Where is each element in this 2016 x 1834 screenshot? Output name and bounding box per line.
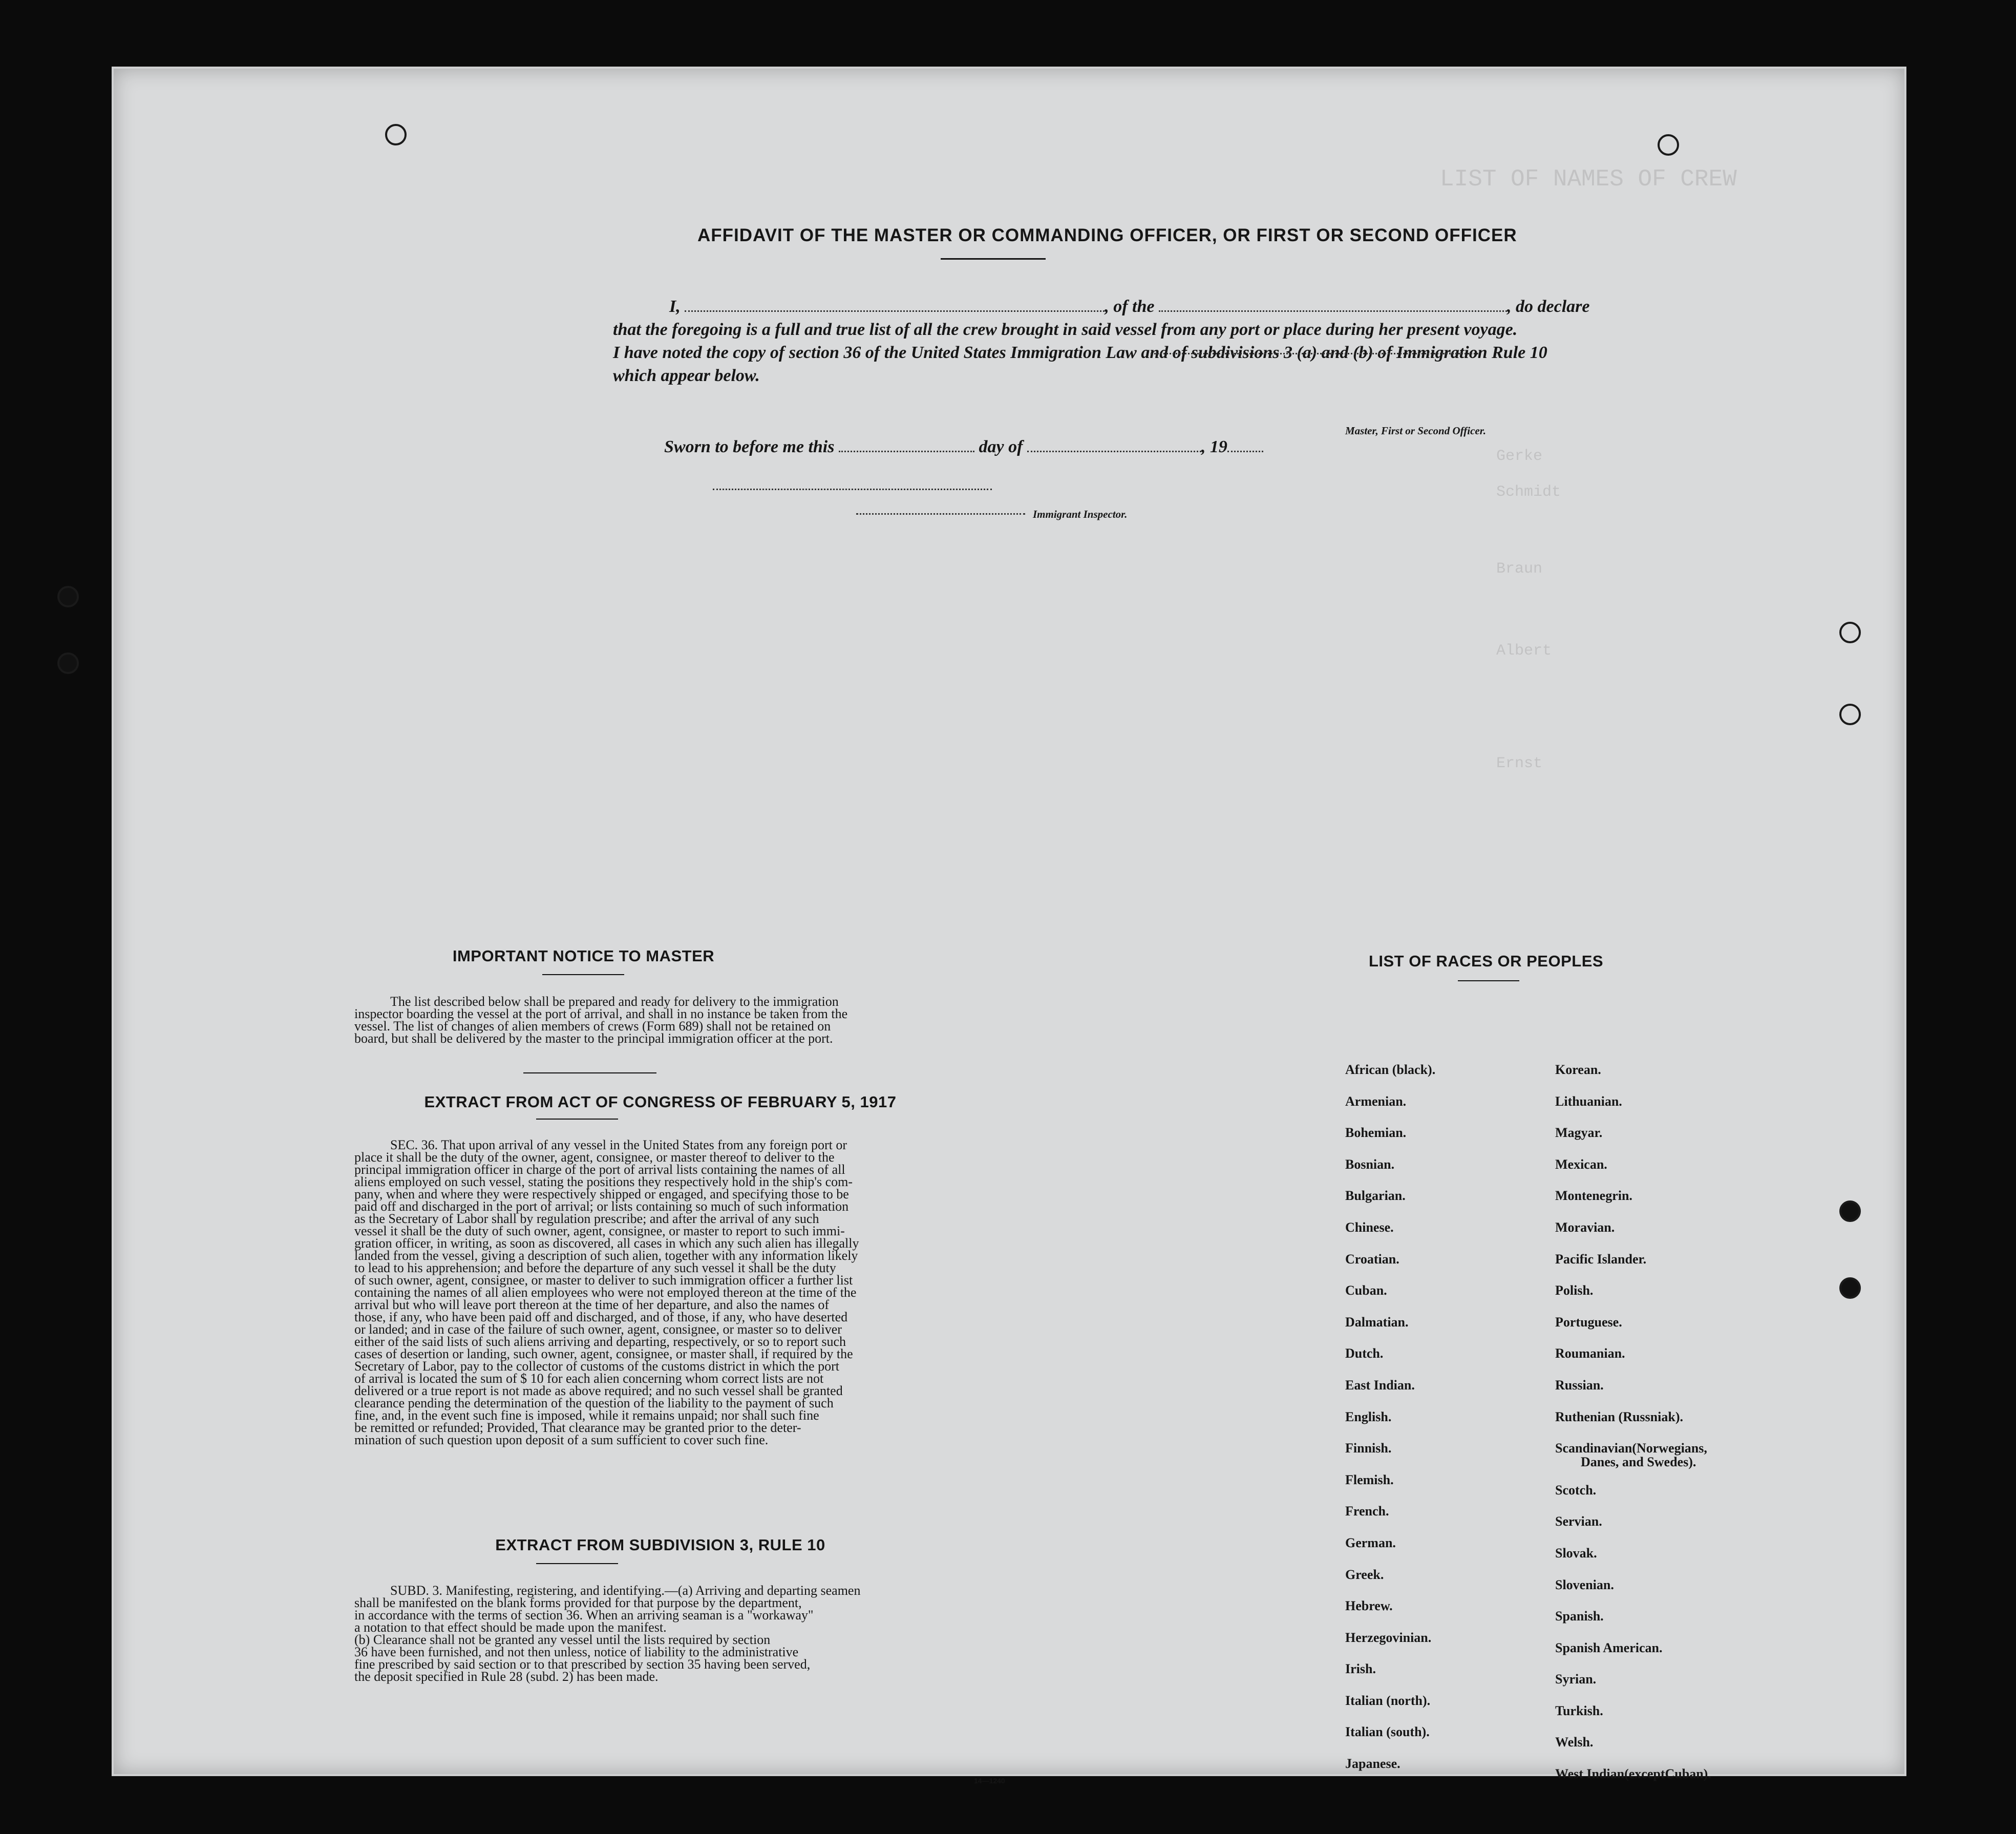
sworn-year-field[interactable] xyxy=(1227,436,1263,452)
race-item: German. xyxy=(1345,1535,1396,1550)
notice-title: IMPORTANT NOTICE TO MASTER xyxy=(452,947,715,965)
race-item: Welsh. xyxy=(1555,1735,1594,1750)
text-line: (b) Clearance shall not be granted any vessel until the lists required by section xyxy=(354,1632,771,1647)
race-item: Dutch. xyxy=(1345,1346,1384,1361)
race-item: Hebrew. xyxy=(1345,1598,1393,1614)
race-item: Lithuanian. xyxy=(1555,1093,1622,1109)
affidavit-line-2: that the foregoing is a full and true list of all the crew brought in said vessel from any port or place during her present voyage. xyxy=(613,320,1518,339)
race-item: French. xyxy=(1345,1504,1389,1519)
text-line: containing the names of all alien employees who were not employed thereon at the time of the xyxy=(354,1285,857,1300)
rule-text xyxy=(354,1585,966,1683)
race-item: Irish. xyxy=(1345,1661,1376,1677)
inspector-dotted-leader xyxy=(856,513,1025,515)
race-item: Finnish. xyxy=(1345,1441,1392,1456)
race-item: Spanish. xyxy=(1555,1609,1604,1624)
race-item: Scotch. xyxy=(1555,1482,1597,1498)
bleed-through-texture: Ernst xyxy=(1496,755,1543,772)
text-line: landed from the vessel, giving a description of such alien, together with any information likely xyxy=(354,1248,858,1263)
race-item: Japanese. xyxy=(1345,1756,1400,1772)
race-item: English. xyxy=(1345,1409,1392,1424)
race-item: Scandinavian(Norwegians, xyxy=(1555,1441,1707,1456)
text-line: pany, when and where they were respectively shipped or engaged, and specifying those to be xyxy=(354,1187,849,1201)
text-line: vessel. The list of changes of alien members of crews (Form 689) shall not be retained on xyxy=(354,1019,831,1034)
text-line: arrival but who will leave port thereon at the time of her departure, and also the names of xyxy=(354,1297,829,1312)
punch-hole xyxy=(385,124,407,145)
punch-hole xyxy=(57,652,79,674)
race-item: Ruthenian (Russniak). xyxy=(1555,1409,1683,1424)
race-item: Korean. xyxy=(1555,1062,1601,1077)
rule-title: EXTRACT FROM SUBDIVISION 3, RULE 10 xyxy=(495,1536,825,1554)
race-item: West Indian(exceptCuban). xyxy=(1555,1766,1711,1782)
divider xyxy=(523,1072,656,1073)
form-number: 14—1240 xyxy=(974,1777,1005,1785)
act-text xyxy=(354,1139,966,1446)
race-item: Slovenian. xyxy=(1555,1577,1614,1592)
divider xyxy=(1458,980,1519,981)
signature-label: Master, First or Second Officer. xyxy=(1345,425,1486,437)
sworn-day-label: day of xyxy=(979,437,1023,456)
text-line: be remitted or refunded; Provided, That clearance may be granted prior to the deter- xyxy=(354,1420,801,1435)
race-item: Dalmatian. xyxy=(1345,1314,1409,1330)
affidavit-line-1 xyxy=(613,295,1594,318)
sworn-statement xyxy=(664,436,1263,457)
inspector-label: Immigrant Inspector. xyxy=(1033,508,1128,520)
race-item: Magyar. xyxy=(1555,1125,1603,1141)
races-column-left xyxy=(1345,1062,1435,1788)
punch-hole xyxy=(1839,1200,1861,1222)
race-item: African (black). xyxy=(1345,1062,1436,1077)
race-item: Croatian. xyxy=(1345,1251,1399,1267)
sworn-year-label: , 19 xyxy=(1201,437,1227,456)
text-line: inspector boarding the vessel at the port of arrival, and shall in no instance be taken from the xyxy=(354,1006,848,1021)
races-title: LIST OF RACES OR PEOPLES xyxy=(1368,952,1604,970)
signature-field[interactable] xyxy=(1151,353,1478,354)
bleed-through-texture: Gerke xyxy=(1496,448,1543,465)
text-line: either of the said lists of such aliens arriving and departing, respectively, or so to report such xyxy=(354,1334,846,1349)
race-item: Servian. xyxy=(1555,1514,1602,1529)
text-line: the deposit specified in Rule 28 (subd. 2) has been made. xyxy=(354,1669,659,1684)
punch-hole xyxy=(1839,622,1861,643)
sworn-month-field[interactable] xyxy=(1027,436,1201,452)
notice-text xyxy=(354,996,966,1045)
race-item: Portuguese. xyxy=(1555,1314,1622,1330)
punch-hole xyxy=(57,586,79,607)
race-item: Roumanian. xyxy=(1555,1346,1625,1361)
bleed-through-texture: LIST OF NAMES OF CREW xyxy=(1440,166,1737,193)
affidavit-suffix: , do declare xyxy=(1507,297,1590,316)
punch-hole xyxy=(1839,1277,1861,1299)
race-item: Chinese. xyxy=(1345,1219,1394,1235)
race-item: Cuban. xyxy=(1345,1283,1387,1298)
race-item: Russian. xyxy=(1555,1377,1604,1393)
race-item: Bosnian. xyxy=(1345,1156,1395,1172)
text-line: aliens employed on such vessel, stating the positions they respectively hold in the ship's com- xyxy=(354,1174,853,1189)
text-line: cases of desertion or landing, such owner, agent, consignee, or master shall, if required by the xyxy=(354,1346,853,1361)
race-item: Bulgarian. xyxy=(1345,1188,1406,1204)
affidavit-statement xyxy=(613,295,1594,387)
affidavit-title: AFFIDAVIT OF THE MASTER OR COMMANDING OFFICER, OR FIRST OR SECOND OFFICER xyxy=(697,225,1517,245)
sworn-prefix: Sworn to before me this xyxy=(664,437,835,456)
divider xyxy=(542,974,624,975)
text-line: 36 have been furnished, and not then unless, notice of liability to the administrative xyxy=(354,1645,799,1659)
race-item: East Indian. xyxy=(1345,1377,1415,1393)
race-item: Danes, and Swedes). xyxy=(1581,1454,1696,1469)
text-line: paid off and discharged in the port of arrival; or lists containing so much of such information xyxy=(354,1199,849,1214)
punch-hole xyxy=(1658,134,1679,156)
text-line: vessel it shall be the duty of such owner, agent, consignee, or master to report to such immi- xyxy=(354,1224,845,1238)
affidavit-prefix: I, xyxy=(669,297,681,316)
text-line: of arrival is located the sum of $ 10 for each alien concerning whom correct lists are not xyxy=(354,1371,824,1386)
text-line: of such owner, agent, consignee, or master to deliver to such immigration officer a further list xyxy=(354,1273,853,1288)
race-item: Moravian. xyxy=(1555,1219,1615,1235)
text-line: shall be manifested on the blank forms provided for that purpose by the department, xyxy=(354,1595,802,1610)
text-line: SUBD. 3. Manifesting, registering, and identifying.—(a) Arriving and departing seamen xyxy=(390,1583,861,1598)
text-line: The list described below shall be prepared and ready for delivery to the immigration xyxy=(390,994,839,1009)
race-item: Bohemian. xyxy=(1345,1125,1407,1141)
sworn-day-field[interactable] xyxy=(839,436,974,452)
inspector-signature-field[interactable] xyxy=(713,489,992,490)
race-item: Polish. xyxy=(1555,1283,1594,1298)
race-item: Spanish American. xyxy=(1555,1640,1663,1655)
divider xyxy=(941,258,1046,260)
affidavit-line-3: I have noted the copy of section 36 of the United States Immigration Law and of subdivisions 3 (a) and (b) of Immigration Rule 10 xyxy=(613,343,1547,362)
text-line: to lead to his apprehension; and before the departure of any such vessel it shall be the duty xyxy=(354,1260,836,1275)
vessel-name-field[interactable] xyxy=(1159,295,1507,312)
race-item: Montenegrin. xyxy=(1555,1188,1632,1204)
race-item: Italian (south). xyxy=(1345,1724,1430,1740)
text-line: fine, and, in the event such fine is imposed, while it remains unpaid; nor shall such fine xyxy=(354,1408,819,1423)
document-page xyxy=(112,67,1906,1785)
text-line: as the Secretary of Labor shall by regulation prescribe; and after the arrival of any such xyxy=(354,1211,819,1226)
race-item: Slovak. xyxy=(1555,1545,1597,1561)
race-item: Armenian. xyxy=(1345,1093,1407,1109)
text-line: board, but shall be delivered by the master to the principal immigration officer at the port. xyxy=(354,1031,833,1046)
bleed-through-texture: Albert xyxy=(1496,642,1552,660)
text-line: principal immigration officer in charge of the port of arrival lists containing the names of all xyxy=(354,1162,845,1177)
race-item: Syrian. xyxy=(1555,1672,1597,1687)
master-name-field[interactable] xyxy=(685,295,1105,312)
text-line: or landed; and in case of the failure of such owner, agent, consignee, or master so to deliver xyxy=(354,1322,842,1337)
race-item: Italian (north). xyxy=(1345,1693,1431,1708)
race-item: Turkish. xyxy=(1555,1703,1603,1718)
divider xyxy=(536,1563,618,1564)
bleed-through-texture: Braun xyxy=(1496,560,1543,578)
punch-hole xyxy=(1839,704,1861,725)
race-item: Greek. xyxy=(1345,1567,1384,1582)
text-line: clearance pending the determination of the question of the liability to the payment of such xyxy=(354,1396,834,1410)
text-line: delivered or a true report is not made as above required; and no such vessel shall be granted xyxy=(354,1383,843,1398)
text-line: fine prescribed by said section or to that prescribed by section 35 having been served, xyxy=(354,1657,811,1672)
affidavit-line-4: which appear below. xyxy=(613,366,760,385)
race-item: Pacific Islander. xyxy=(1555,1251,1647,1267)
race-item: Herzegovinian. xyxy=(1345,1630,1432,1645)
text-line: Secretary of Labor, pay to the collector of customs of the customs district in which the port xyxy=(354,1359,839,1374)
text-line: a notation to that effect should be made upon the manifest. xyxy=(354,1620,667,1635)
divider xyxy=(536,1119,618,1120)
text-line: gration officer, in writing, as soon as discovered, all cases in which any such alien has illegally xyxy=(354,1236,859,1251)
bleed-through-texture: Schmidt xyxy=(1496,483,1561,501)
text-line: SEC. 36. That upon arrival of any vessel in the United States from any foreign port or xyxy=(390,1137,847,1152)
text-line: mination of such question upon deposit of a sum sufficient to cover such fine. xyxy=(354,1432,769,1447)
race-item: Mexican. xyxy=(1555,1156,1607,1172)
text-line: place it shall be the duty of the owner, agent, consignee, or master thereof to deliver to the xyxy=(354,1150,835,1165)
races-column-right xyxy=(1555,1062,1711,1798)
act-title: EXTRACT FROM ACT OF CONGRESS OF FEBRUARY 5, 1917 xyxy=(424,1093,897,1111)
text-line: those, if any, who have been paid off and discharged, and of those, if any, who have deserted xyxy=(354,1310,848,1324)
affidavit-mid: , of the xyxy=(1105,297,1155,316)
text-line: in accordance with the terms of section 36. When an arriving seaman is a "workaway" xyxy=(354,1608,814,1622)
race-item: Flemish. xyxy=(1345,1472,1394,1487)
